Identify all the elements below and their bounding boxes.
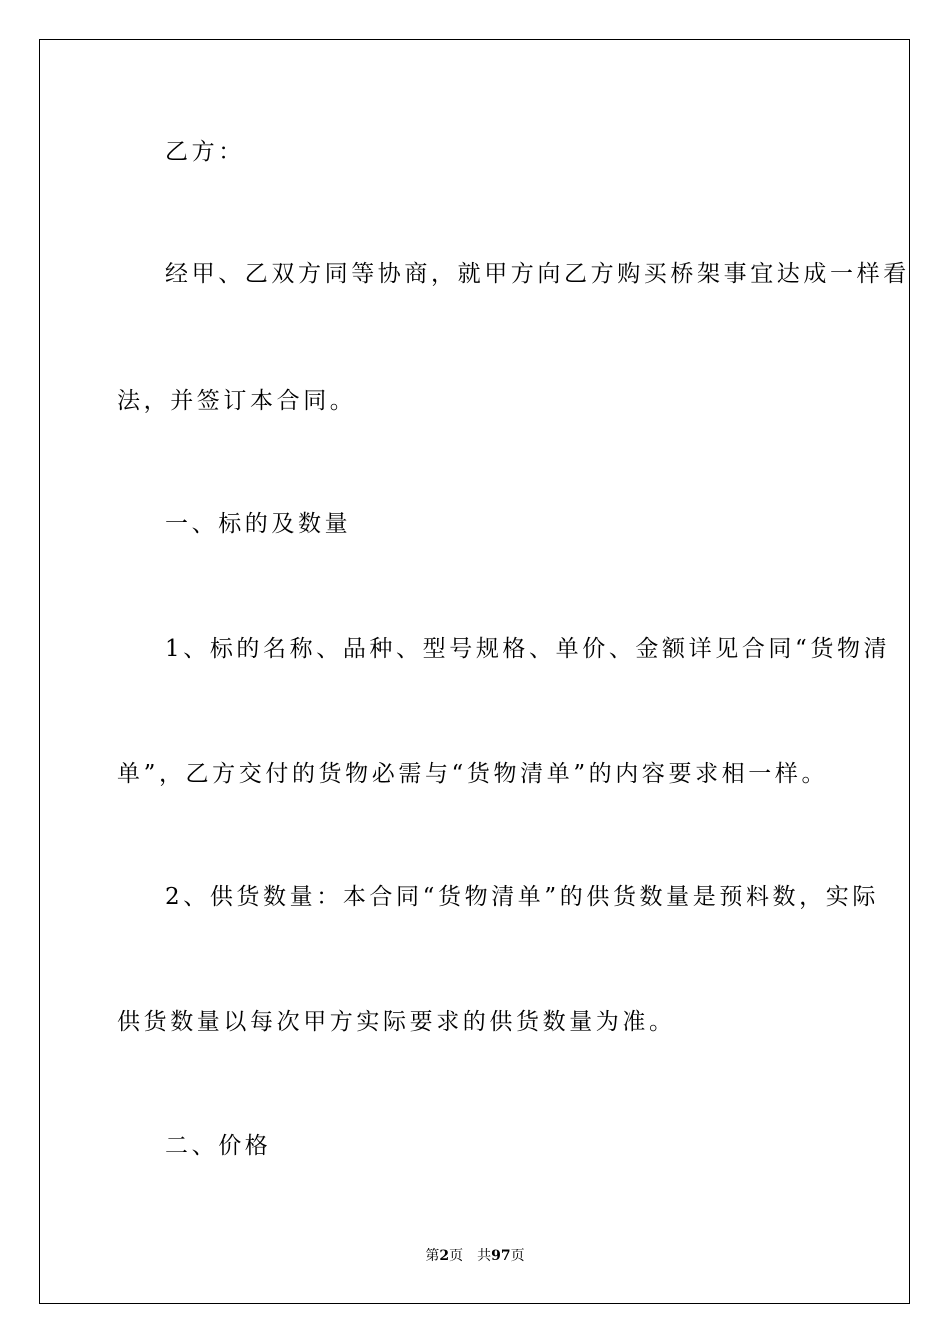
intro-paragraph-line-1: 经甲、乙双方同等协商，就甲方向乙方购买桥架事宜达成一样看	[165, 261, 910, 287]
clause-2-line-1: 2、供货数量：本合同“货物清单”的供货数量是预料数，实际	[165, 884, 879, 910]
page-suffix: 页	[449, 1248, 464, 1264]
party-b-label: 乙方：	[165, 139, 245, 165]
total-suffix: 页	[510, 1248, 525, 1264]
page-number: 2	[439, 1248, 450, 1264]
page-footer	[0, 1247, 950, 1265]
intro-paragraph-line-2: 法，并签订本合同。	[117, 388, 357, 414]
clause-2-line-2: 供货数量以每次甲方实际要求的供货数量为准。	[117, 1009, 676, 1035]
section-2-heading: 二、价格	[165, 1133, 272, 1159]
section-1-heading: 一、标的及数量	[165, 511, 352, 537]
clause-1-line-2: 单”，乙方交付的货物必需与“货物清单”的内容要求相一样。	[117, 761, 829, 787]
page-border	[39, 39, 910, 1304]
total-prefix: 共	[477, 1248, 492, 1264]
page-prefix: 第	[425, 1248, 440, 1264]
clause-1-line-1: 1、标的名称、品种、型号规格、单价、金额详见合同“货物清	[165, 636, 891, 662]
total-pages: 97	[491, 1248, 511, 1264]
